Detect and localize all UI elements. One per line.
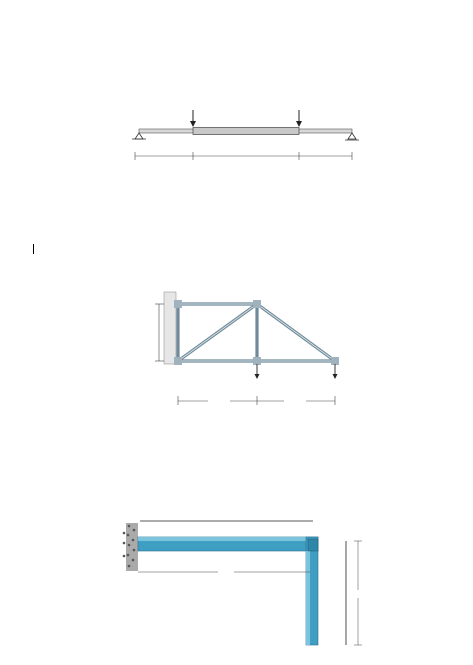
corner-joint [308, 539, 318, 551]
fixed-wall [126, 523, 138, 571]
